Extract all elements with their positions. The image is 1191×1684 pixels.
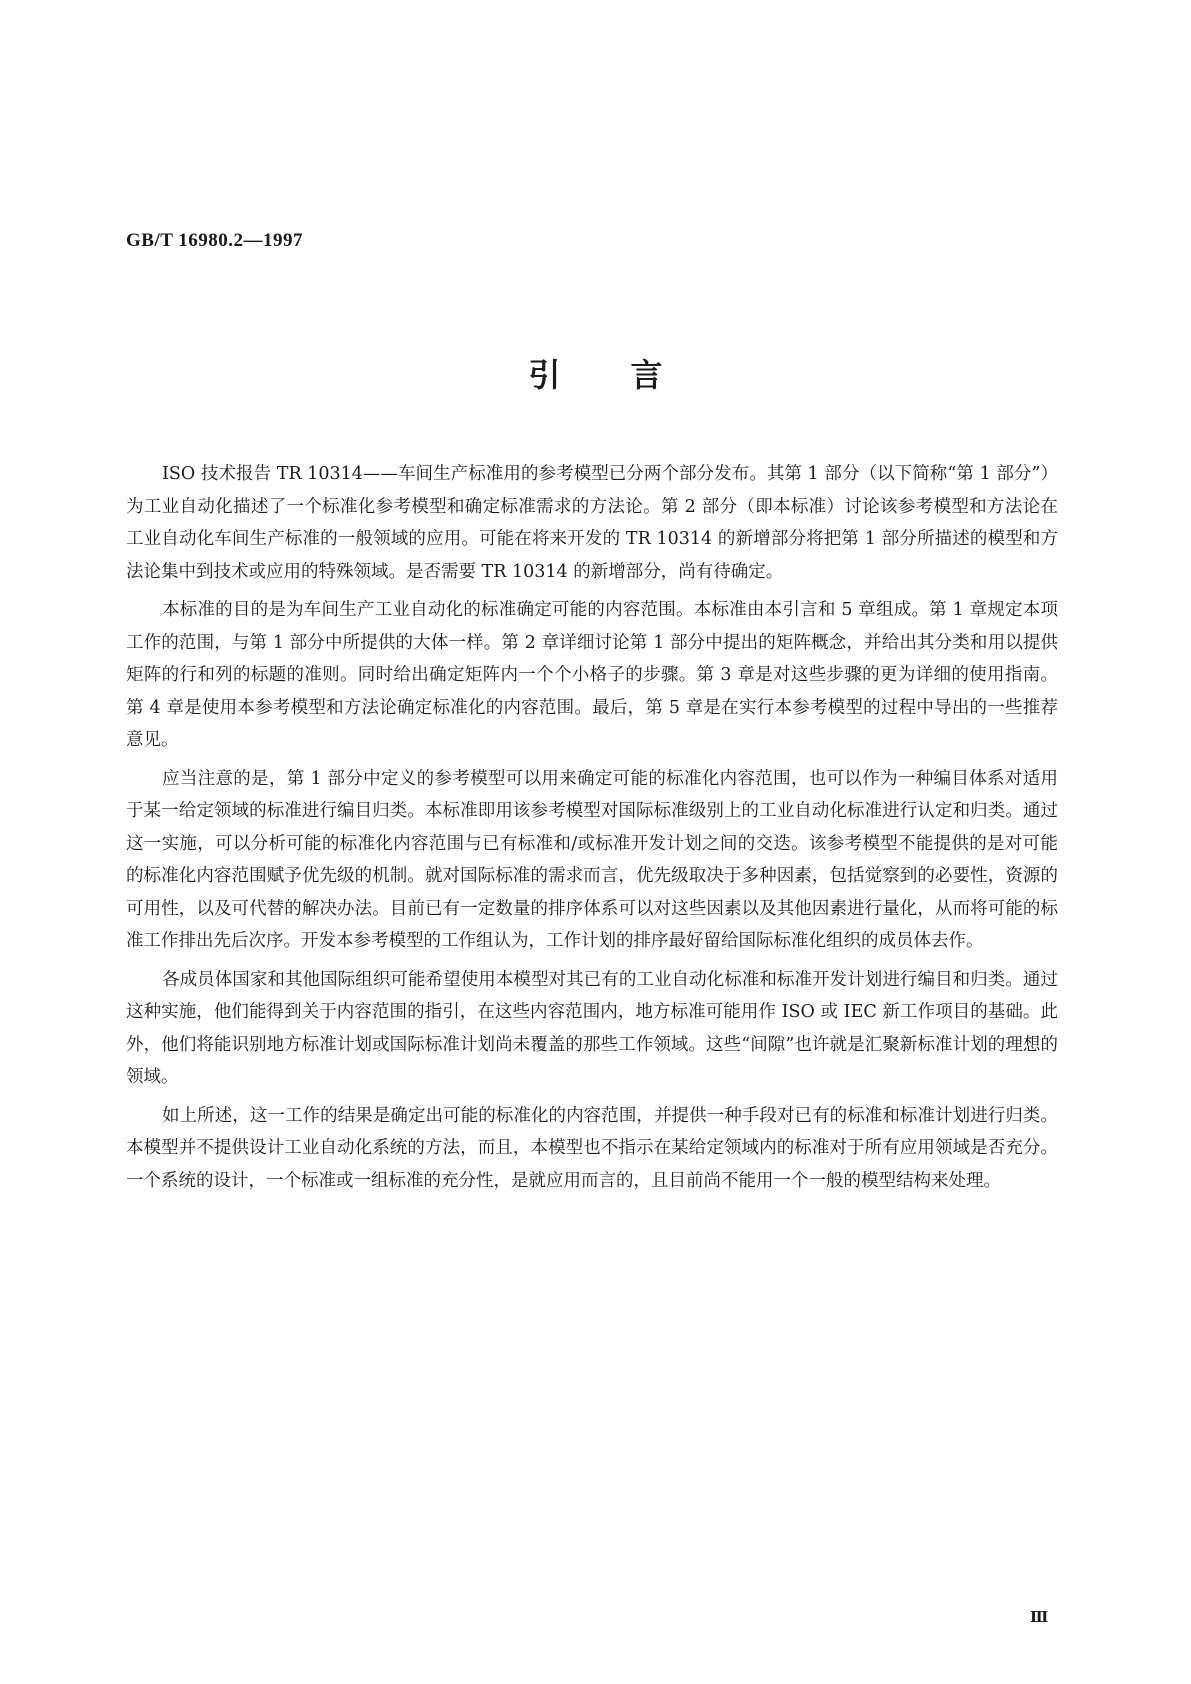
paragraph-5: 如上所述，这一工作的结果是确定出可能的标准化的内容范围，并提供一种手段对已有的标准和标准计划进行归类。本模型并不提供设计工业自动化系统的方法，而且，本模型也不指示在某给定领域内的标准对于所有应用领域是否充分。一个系统的设计，一个标准或一组标准的充分性，是就应用而言的，且目前尚不能用一个一般的模型结构来处理。 [126, 1105, 1058, 1191]
standard-code: GB/T 16980.2—1997 [126, 230, 304, 251]
page-title: 引言 [528, 356, 733, 394]
paragraph-1: ISO 技术报告 TR 10314——车间生产标准用的参考模型已分两个部分发布。其第 1 部分（以下简称“第 1 部分”）为工业自动化描述了一个标准化参考模型和确定标准需求的方法论。第 2 部分（即本标准）讨论该参考模型和方法论在工业自动化车间生产标准的一般领域的应用。可能在将来开发的 TR 10314 的新增部分将把第 1 部分所描述的模型和方法论集中到技术或应用的特殊领域。是否需要 TR 10314 的新增部分，尚有待确定。 [126, 464, 1058, 582]
paragraph-3: 应当注意的是，第 1 部分中定义的参考模型可以用来确定可能的标准化内容范围，也可以作为一种编目体系对适用于某一给定领域的标准进行编目归类。本标准即用该参考模型对国际标准级别上的工业自动化标准进行认定和归类。通过这一实施，可以分析可能的标准化内容范围与已有标准和/或标准开发计划之间的交迭。该参考模型不能提供的是对可能的标准化内容范围赋予优先级的机制。就对国际标准的需求而言，优先级取决于多种因素，包括觉察到的必要性，资源的可用性，以及可代替的解决办法。目前已有一定数量的排序体系可以对这些因素以及其他因素进行量化，从而将可能的标准工作排出先后次序。开发本参考模型的工作组认为，工作计划的排序最好留给国际标准化组织的成员体去作。 [126, 768, 1058, 951]
paragraph-4: 各成员体国家和其他国际组织可能希望使用本模型对其已有的工业自动化标准和标准开发计划进行编目和归类。通过这种实施，他们能得到关于内容范围的指引，在这些内容范围内，地方标准可能用作 ISO 或 IEC 新工作项目的基础。此外，他们将能识别地方标准计划或国际标准计划尚未覆盖的那些工作领域。这些“间隙”也许就是汇聚新标准计划的理想的领域。 [126, 969, 1058, 1087]
paragraph-2: 本标准的目的是为车间生产工业自动化的标准确定可能的内容范围。本标准由本引言和 5 章组成。第 1 章规定本项工作的范围，与第 1 部分中所提供的大体一样。第 2 章详细讨论第 1 部分中提出的矩阵概念，并给出其分类和用以提供矩阵的行和列的标题的准则。同时给出确定矩阵内一个个小格子的步骤。第 3 章是对这些步骤的更为详细的使用指南。第 4 章是使用本参考模型和方法论确定标准化的内容范围。最后，第 5 章是在实行本参考模型的过程中导出的一些推荐意见。 [126, 600, 1058, 750]
introduction-body [126, 458, 1058, 1203]
page-number: Ⅲ [1030, 1610, 1049, 1626]
